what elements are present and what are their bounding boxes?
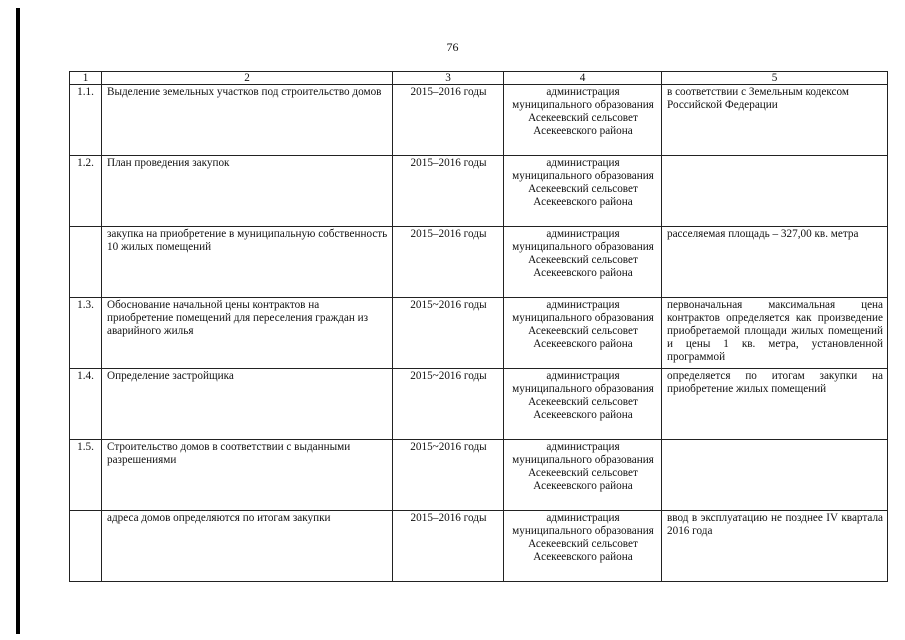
note-cell: в соответствии с Земельным кодексом Российской Федерации — [662, 85, 888, 156]
row-number: 1.5. — [70, 440, 102, 511]
term-cell: 2015–2016 годы — [393, 156, 504, 227]
executor-cell: администрация муниципального образования Асекеевский сельсовет Асекеевского района — [504, 440, 662, 511]
table-row — [70, 156, 888, 227]
header-col-3: 3 — [393, 72, 504, 85]
executor-cell: администрация муниципального образования Асекеевский сельсовет Асекеевского района — [504, 511, 662, 582]
executor-cell: администрация муниципального образования Асекеевский сельсовет Асекеевского района — [504, 369, 662, 440]
binding-edge — [16, 8, 20, 634]
row-number: 1.4. — [70, 369, 102, 440]
row-number: 1.2. — [70, 156, 102, 227]
table-row — [70, 511, 888, 582]
note-cell — [662, 156, 888, 227]
table-row — [70, 298, 888, 369]
executor-cell: администрация муниципального образования Асекеевский сельсовет Асекеевского района — [504, 298, 662, 369]
note-cell: расселяемая площадь – 327,00 кв. метра — [662, 227, 888, 298]
header-col-4: 4 — [504, 72, 662, 85]
measure-name: Строительство домов в соответствии с выданными разрешениями — [102, 440, 393, 511]
term-cell: 2015–2016 годы — [393, 85, 504, 156]
row-number — [70, 511, 102, 582]
header-col-5: 5 — [662, 72, 888, 85]
executor-cell: администрация муниципального образования Асекеевский сельсовет Асекеевского района — [504, 227, 662, 298]
term-cell: 2015~2016 годы — [393, 298, 504, 369]
header-col-2: 2 — [102, 72, 393, 85]
measures-table — [69, 71, 888, 582]
executor-cell: администрация муниципального образования Асекеевский сельсовет Асекеевского района — [504, 85, 662, 156]
term-cell: 2015–2016 годы — [393, 227, 504, 298]
table-row — [70, 227, 888, 298]
table-row — [70, 440, 888, 511]
row-number: 1.1. — [70, 85, 102, 156]
term-cell: 2015–2016 годы — [393, 511, 504, 582]
note-cell: ввод в эксплуатацию не позднее IV квартала 2016 года — [662, 511, 888, 582]
row-number: 1.3. — [70, 298, 102, 369]
measure-name: закупка на приобретение в муниципальную собственность 10 жилых помещений — [102, 227, 393, 298]
measure-name: Обоснование начальной цены контрактов на приобретение помещений для переселения граждан из аварийного жилья — [102, 298, 393, 369]
header-col-1: 1 — [70, 72, 102, 85]
column-number-row — [70, 72, 888, 85]
table-row — [70, 85, 888, 156]
note-cell: определяется по итогам закупки на приобретение жилых помещений — [662, 369, 888, 440]
row-number — [70, 227, 102, 298]
page-number: 76 — [446, 40, 459, 54]
note-cell: первоначальная максимальная цена контрактов определяется как произведение приобретаемой площади жилых помещений и цены 1 кв. метра, установленной программой — [662, 298, 888, 369]
executor-cell: администрация муниципального образования Асекеевский сельсовет Асекеевского района — [504, 156, 662, 227]
term-cell: 2015~2016 годы — [393, 369, 504, 440]
measure-name: План проведения закупок — [102, 156, 393, 227]
measure-name: адреса домов определяются по итогам закупки — [102, 511, 393, 582]
table-row — [70, 369, 888, 440]
term-cell: 2015~2016 годы — [393, 440, 504, 511]
note-cell — [662, 440, 888, 511]
measure-name: Определение застройщика — [102, 369, 393, 440]
measure-name: Выделение земельных участков под строительство домов — [102, 85, 393, 156]
